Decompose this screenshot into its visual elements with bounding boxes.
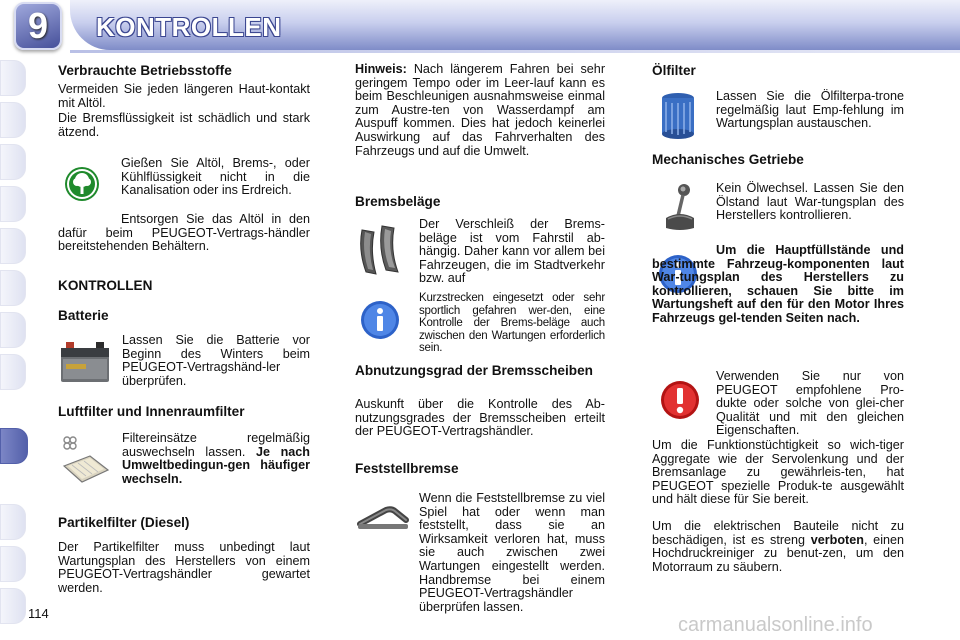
heading-batterie: Batterie <box>58 308 109 323</box>
brake-pads-icon <box>356 222 406 278</box>
paragraph: Gießen Sie Altöl, Brems-, oder Kühlflüssigkeit nicht in die Kanalisation oder ins Erdreich. <box>121 156 310 198</box>
heading-kontrollen: KONTROLLEN <box>58 278 153 293</box>
chapter-tab[interactable] <box>0 186 26 222</box>
page-number: 114 <box>28 606 49 621</box>
watermark: carmanualsonline.info <box>678 614 873 636</box>
page-header <box>0 0 960 54</box>
chapter-tab[interactable] <box>0 60 26 96</box>
paragraph: Um die Funktionstüchtigkeit so wich-tiger Aggregate wie der Servolenkung und der Bremsanlage zu gewährleis-ten, hat PEUGEOT spezielle Produk-te ausgewählt und hält diese für Sie bereit. <box>652 438 904 507</box>
elektrisch-bold-text: verboten <box>810 532 864 547</box>
chapter-number-badge: 9 <box>14 2 62 50</box>
luftfilter-bold-text: Je nach Umweltbedingun-gen häufiger wechseln. <box>122 444 310 486</box>
chapter-tabs <box>0 58 26 638</box>
paragraph: Kein Ölwechsel. Lassen Sie den Ölstand laut War-tungsplan des Herstellers kontrollieren. <box>716 181 904 223</box>
paragraph: Lassen Sie die Batterie vor Beginn des Winters beim PEUGEOT-Vertragshänd-ler überprüfen. <box>122 333 310 388</box>
chapter-tab[interactable] <box>0 228 26 264</box>
environment-tree-icon <box>64 166 100 202</box>
gear-lever-icon <box>660 182 700 234</box>
chapter-tab[interactable] <box>0 270 26 306</box>
heading-feststellbremse: Feststellbremse <box>355 461 459 476</box>
info-icon <box>360 300 400 340</box>
paragraph: Vermeiden Sie jeden längeren Haut-kontakt mit Altöl. <box>58 82 310 110</box>
chapter-tab[interactable] <box>0 144 26 180</box>
battery-icon <box>58 336 112 386</box>
heading-mechanisches-getriebe: Mechanisches Getriebe <box>652 152 804 167</box>
heading-abnutzungsgrad: Abnutzungsgrad der Bremsscheiben <box>355 363 593 378</box>
air-filter-icon <box>60 434 112 486</box>
hinweis-paragraph <box>355 63 605 158</box>
heading-luftfilter: Luftfilter und Innenraumfilter <box>58 404 245 419</box>
heading-bremsbelaege: Bremsbeläge <box>355 194 441 209</box>
hauptfuellstaende-paragraph: Um die Hauptfüllstände und bestimmte Fahrzeug-komponenten laut War-tungsplan des Herstellers zu kontrollieren, schauen Sie bitte im Wartungsheft auf den für den Motor Ihres Fahrzeugs gel-tenden Seiten nach. <box>652 243 904 325</box>
chapter-tab[interactable] <box>0 504 26 540</box>
chapter-tab-active[interactable] <box>0 428 28 464</box>
paragraph <box>652 520 904 574</box>
warning-paragraph: Verwenden Sie nur von PEUGEOT empfohlene Pro-dukte oder solche von glei-cher Qualität und mit den gleichen Eigenschaften. <box>716 369 904 438</box>
paragraph: Entsorgen Sie das Altöl in den dafür beim PEUGEOT-Vertrags-händler bereitstehenden Behältern. <box>58 212 310 254</box>
page-title: KONTROLLEN <box>96 12 282 42</box>
oil-filter-icon <box>658 90 698 142</box>
hinweis-label: Hinweis: <box>355 62 407 76</box>
chapter-tab[interactable] <box>0 354 26 390</box>
chapter-tab[interactable] <box>0 102 26 138</box>
warning-icon <box>660 380 700 420</box>
paragraph: Der Partikelfilter muss unbedingt laut Wartungsplan des Herstellers von einem PEUGEOT-Vertragshändler gewartet werden. <box>58 540 310 595</box>
chapter-tab[interactable] <box>0 546 26 582</box>
info-paragraph: Kurzstrecken eingesetzt oder sehr sportlich gefahren wer-den, eine Kontrolle der Brems-beläge auch zwischen den Wartungen erforderlich sein. <box>419 292 605 355</box>
luftfilter-text: Filtereinsätze regelmäßig auswechseln lassen. <box>122 431 310 459</box>
paragraph: Wenn die Feststellbremse zu viel Spiel hat oder wenn man feststellt, dass sie an Wirksamkeit verloren hat, muss sie auch zwischen zwei Wartungen eingestellt werden. Handbremse bei einem PEUGEOT-Vertragshändler überprüfen lassen. <box>419 491 605 614</box>
chapter-tab[interactable] <box>0 312 26 348</box>
chapter-tab[interactable] <box>0 588 26 624</box>
heading-partikelfilter: Partikelfilter (Diesel) <box>58 515 190 530</box>
paragraph: Lassen Sie die Ölfilterpa-trone regelmäßig laut Emp-fehlung im Wartungsplan austauschen. <box>716 89 904 131</box>
elektrisch-text-rest: , einen Hochdruckreiniger zu benut-zen, um den Motorraum zu säubern. <box>652 532 904 574</box>
paragraph: Der Verschleiß der Brems-beläge ist vom Fahrstil ab-hängig. Daher kann vor allem bei Fahrzeugen, die im Stadtverkehr bzw. auf <box>419 217 605 286</box>
paragraph: Die Bremsflüssigkeit ist schädlich und stark ätzend. <box>58 111 310 139</box>
heading-oelfilter: Ölfilter <box>652 63 696 78</box>
elektrisch-text: Um die elektrischen Bauteile nicht zu beschädigen, ist es streng <box>652 519 904 547</box>
paragraph: Auskunft über die Kontrolle des Ab-nutzungsgrades der Bremsscheiben erteilt der PEUGEOT-Vertragshändler. <box>355 397 605 439</box>
heading-verbrauchte-betriebsstoffe: Verbrauchte Betriebsstoffe <box>58 63 232 78</box>
hinweis-text: Nach längerem Fahren bei sehr geringem Tempo oder im Leer-lauf kann es beim Beschleunigen ausnahmsweise einmal zum Austre-ten von Wasserdampf am Auspuff kommen. Dies hat jedoch keinerlei Auswirkung auf das Fahrverhalten des Fahrzeugs und auf die Umwelt. <box>355 62 606 158</box>
handbrake-lever-icon <box>356 500 410 540</box>
paragraph <box>122 432 310 486</box>
